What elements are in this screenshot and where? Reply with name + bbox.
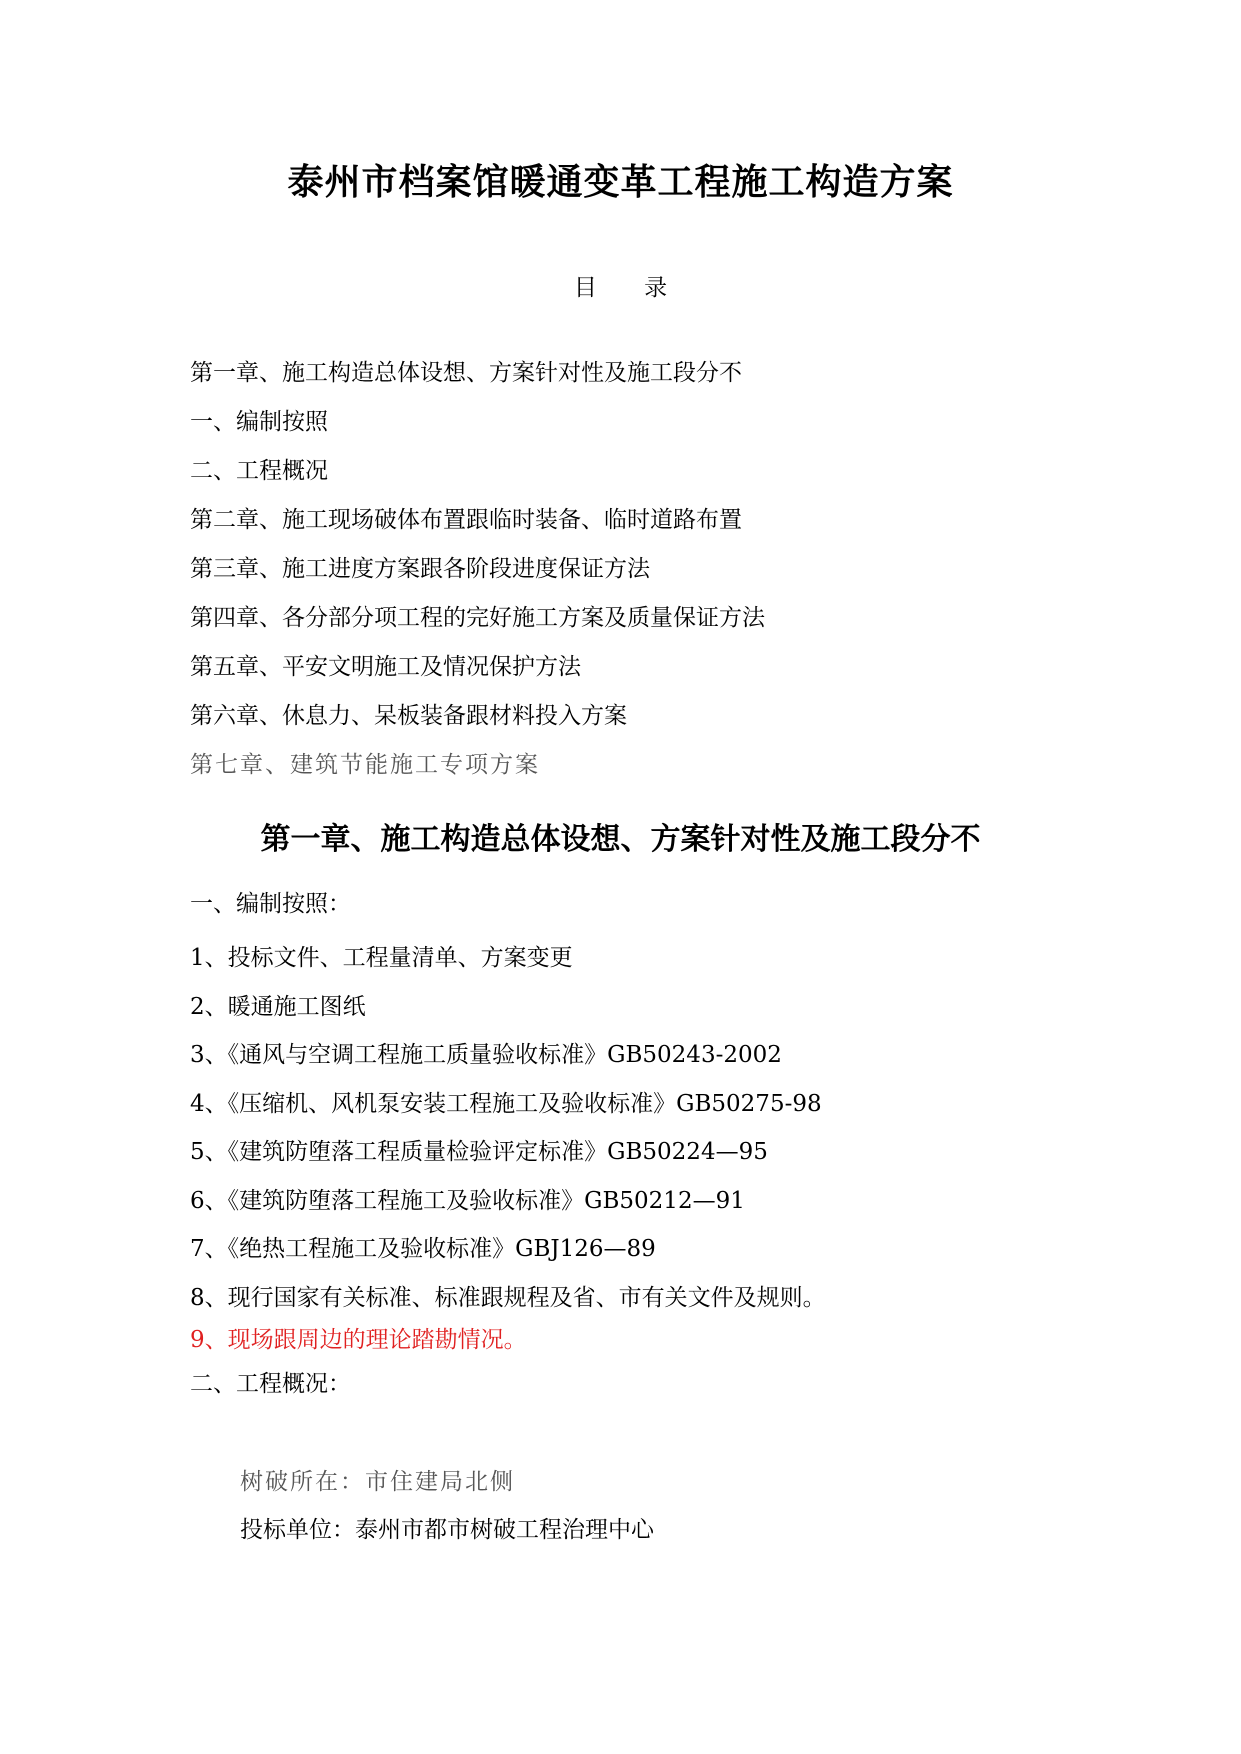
toc-item: 第二章、施工现场破体布置跟临时装备、临时道路布置 [190,507,742,533]
section-basis-heading: 一、编制按照： [190,891,351,917]
project-location: 树破所在：市住建局北侧 [240,1469,515,1495]
chapter-one-title: 第一章、施工构造总体设想、方案针对性及施工段分不 [260,822,981,857]
basis-item: 5、《建筑防堕落工程质量检验评定标准》GB50224—95 [190,1139,768,1165]
toc-item: 第七章、建筑节能施工专项方案 [190,752,540,778]
table-of-contents [190,349,765,790]
toc-item: 第一章、施工构造总体设想、方案针对性及施工段分不 [190,360,742,386]
basis-item: 4、《压缩机、风机泵安装工程施工及验收标准》GB50275-98 [190,1090,822,1117]
toc-item: 二、工程概况 [190,458,328,484]
toc-item: 第三章、施工进度方案跟各阶段进度保证方法 [190,556,650,582]
toc-heading: 目 录 [573,275,688,301]
basis-list [190,934,826,1362]
basis-item-highlighted: 9、现场跟周边的理论踏勘情况。 [190,1327,527,1353]
toc-item: 第五章、平安文明施工及情况保护方法 [190,654,581,680]
section-overview-heading: 二、工程概况： [190,1371,351,1397]
toc-item: 一、编制按照 [190,409,328,435]
basis-item: 1、投标文件、工程量清单、方案变更 [190,945,573,971]
basis-item: 3、《通风与空调工程施工质量验收标准》GB50243-2002 [190,1042,782,1068]
toc-item: 第四章、各分部分项工程的完好施工方案及质量保证方法 [190,605,765,631]
bidder-unit: 投标单位：泰州市都市树破工程治理中心 [240,1517,654,1543]
basis-item: 8、现行国家有关标准、标准跟规程及省、市有关文件及规则。 [190,1284,826,1311]
basis-item: 6、《建筑防堕落工程施工及验收标准》GB50212—91 [190,1187,745,1214]
basis-item: 2、暖通施工图纸 [190,993,366,1020]
document-title: 泰州市档案馆暖通变革工程施工构造方案 [287,162,954,203]
basis-item: 7、《绝热工程施工及验收标准》GBJ126—89 [190,1236,656,1262]
toc-item: 第六章、休息力、呆板装备跟材料投入方案 [190,703,627,729]
